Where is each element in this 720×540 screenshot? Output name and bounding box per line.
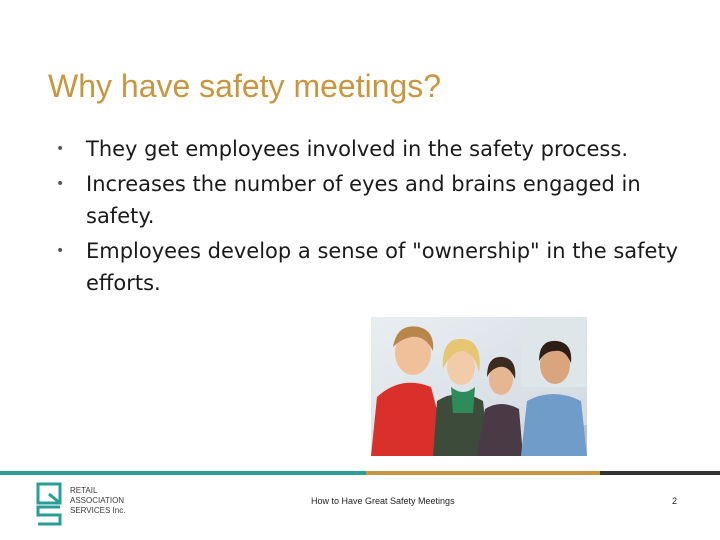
bullet-item bbox=[56, 235, 696, 299]
footer-line-dark bbox=[600, 471, 720, 475]
page-number: 2 bbox=[672, 496, 678, 506]
logo-line: RETAIL bbox=[70, 486, 98, 495]
bullet-text: They get employees involved in the safety process. bbox=[86, 137, 628, 161]
logo-text bbox=[70, 486, 125, 516]
logo-line: ASSOCIATION bbox=[70, 496, 125, 505]
bullet-list bbox=[56, 133, 696, 302]
bullet-dot-icon: • bbox=[56, 176, 65, 192]
footer-line-teal bbox=[0, 471, 366, 475]
bullet-text: Employees develop a sense of "ownership" in the safety efforts. bbox=[86, 239, 679, 295]
bullet-item bbox=[56, 133, 696, 165]
logo-line: SERVICES Inc. bbox=[70, 506, 126, 515]
bullet-dot-icon: • bbox=[56, 243, 65, 259]
bullet-text: Increases the number of eyes and brains engaged in safety. bbox=[86, 172, 641, 228]
bullet-dot-icon: • bbox=[56, 141, 65, 157]
slide-title: Why have safety meetings? bbox=[48, 68, 442, 104]
students-at-laptop-photo bbox=[371, 317, 587, 456]
bullet-item bbox=[56, 168, 696, 232]
footer-title: How to Have Great Safety Meetings bbox=[311, 496, 455, 506]
footer-line-gold bbox=[366, 471, 600, 475]
